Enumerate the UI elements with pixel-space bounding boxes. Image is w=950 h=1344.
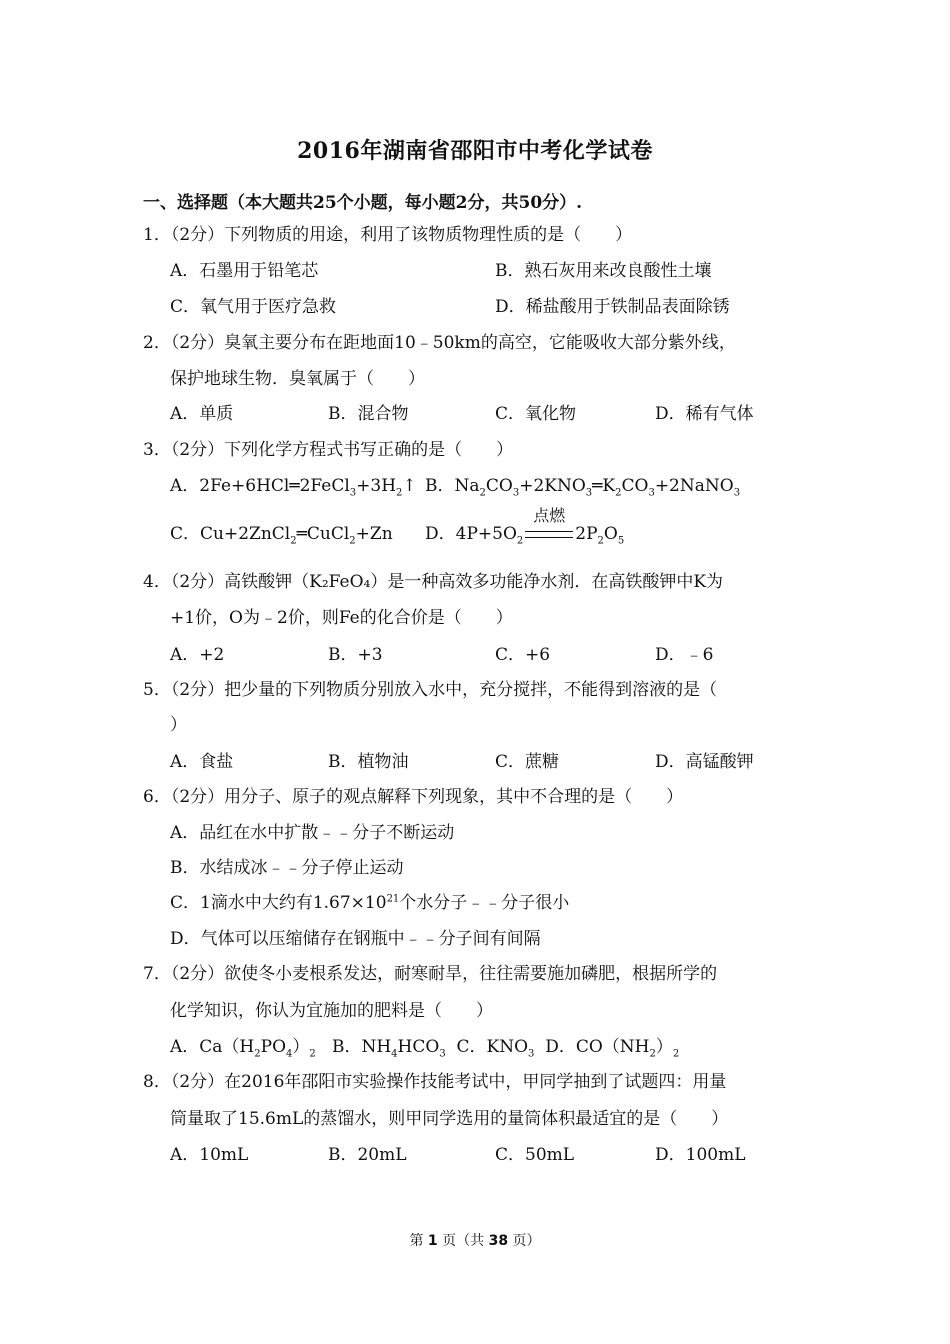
- question-1-option-c: C．氧气用于医疗急救: [170, 297, 337, 317]
- question-4-stem-line1: 4．（2分）高铁酸钾（K₂FeO₄）是一种高效多功能净水剂．在高铁酸钾中K为: [143, 572, 724, 592]
- question-1-option-a: A．石墨用于铅笔芯: [170, 261, 319, 281]
- question-7-options: A．$Ca(H_2PO_4)_2$ B．$NH_4HCO_3$ C．$KNO_3$ D．$CO(NH_2)_2$: [170, 1037, 680, 1060]
- question-6-option-b: B．水结成冰﹣﹣分子停止运动: [170, 858, 404, 878]
- question-5-option-c: C．蔗糖: [495, 752, 560, 772]
- footer-page-number: 1: [427, 1233, 438, 1249]
- question-1-option-d: D．稀盐酸用于铁制品表面除锈: [495, 297, 730, 317]
- question-3-option-d-label: D．: [425, 524, 456, 544]
- question-3-option-d: D．$4P+5O_2$ 点燃 $2P_2O_5$: [425, 506, 625, 547]
- question-5-option-a: A．食盐: [170, 752, 234, 772]
- page-footer: [0, 1230, 950, 1250]
- question-3-stem: 3．（2分）下列化学方程式书写正确的是（ ）: [143, 440, 514, 460]
- page-title: 2016年湖南省邵阳市中考化学试卷: [297, 138, 653, 164]
- section-heading: 一、选择题（本大题共25个小题，每小题2分，共50分）.: [143, 193, 583, 213]
- question-7-stem-line1: 7．（2分）欲使冬小麦根系发达，耐寒耐旱，往往需要施加磷肥，根据所学的: [143, 964, 718, 984]
- question-2-stem-line1: 2．（2分）臭氧主要分布在距地面10﹣50km的高空，它能吸收大部分紫外线，: [143, 333, 736, 353]
- question-2-stem-line2: 保护地球生物．臭氧属于（ ）: [170, 369, 425, 389]
- question-3-option-c: C．Cu+2ZnCl$_2$═CuCl$_2$+Zn: [170, 524, 393, 547]
- question-4-option-d: D．﹣6: [655, 645, 714, 665]
- question-8-stem-line1: 8．（2分）在2016年邵阳市实验操作技能考试中，甲同学抽到了试题四：用量: [143, 1072, 727, 1092]
- question-8-option-b: B．20mL: [328, 1145, 407, 1165]
- question-1-stem: 1．（2分）下列物质的用途，利用了该物质物理性质的是（ ）: [143, 225, 633, 245]
- footer-suffix: 页）: [512, 1233, 541, 1249]
- question-6-option-c-exponent: 21: [386, 893, 400, 905]
- question-3-option-b-label: B．: [425, 476, 455, 496]
- question-6-stem: 6．（2分）用分子、原子的观点解释下列现象，其中不合理的是（ ）: [143, 787, 684, 807]
- question-7-stem-line2: 化学知识，你认为宜施加的肥料是（ ）: [170, 1001, 493, 1021]
- reaction-condition: 点燃: [533, 506, 566, 525]
- question-3-option-b: B．$Na_2CO_3+2KNO_3═K_2CO_3+2NaNO_3$: [425, 476, 741, 499]
- question-8-option-c: C．50mL: [495, 1145, 575, 1165]
- question-1-option-b: B．熟石灰用来改良酸性土壤: [495, 261, 712, 281]
- question-4-stem-line2: +1价，O为﹣2价，则Fe的化合价是（ ）: [170, 608, 513, 628]
- reaction-condition-arrow: [525, 506, 573, 545]
- question-4-option-b: B．+3: [328, 645, 383, 665]
- question-4-option-c: C．+6: [495, 645, 551, 665]
- question-6-option-c: [170, 892, 569, 914]
- question-5-stem-line2: ）: [170, 715, 187, 735]
- question-8-option-a: A．10mL: [170, 1145, 249, 1165]
- question-3-option-c-label: C．: [170, 524, 201, 544]
- question-8-stem-line2: 筒量取了15.6mL的蒸馏水，则甲同学选用的量筒体积最适宜的是（ ）: [170, 1109, 729, 1129]
- question-6-option-c-pre: C．1滴水中大约有1.67×10: [170, 893, 387, 913]
- question-5-option-d: D．高锰酸钾: [655, 752, 754, 772]
- question-5-stem-line1: 5．（2分）把少量的下列物质分别放入水中，充分搅拌，不能得到溶液的是（: [143, 680, 718, 700]
- question-2-option-a: A．单质: [170, 404, 234, 424]
- question-2-option-b: B．混合物: [328, 404, 409, 424]
- footer-middle: 页（共: [442, 1233, 485, 1249]
- footer-prefix: 第: [409, 1233, 424, 1249]
- question-6-option-c-post: 个水分子﹣﹣分子很小: [399, 893, 570, 913]
- question-6-option-a: A．品红在水中扩散﹣﹣分子不断运动: [170, 823, 455, 843]
- question-2-option-d: D．稀有气体: [655, 404, 754, 424]
- question-3-option-a: A．$2Fe+6HCl═2FeCl_3+3H_2↑$: [170, 476, 417, 499]
- question-4-option-a: A．+2: [170, 645, 225, 665]
- question-5-option-b: B．植物油: [328, 752, 409, 772]
- footer-total-pages: 38: [488, 1233, 509, 1249]
- question-6-option-d: D．气体可以压缩储存在钢瓶中﹣﹣分子间有间隔: [170, 929, 541, 949]
- question-3-option-a-label: A．: [170, 476, 200, 496]
- question-8-option-d: D．100mL: [655, 1145, 746, 1165]
- question-2-option-c: C．氧化物: [495, 404, 577, 424]
